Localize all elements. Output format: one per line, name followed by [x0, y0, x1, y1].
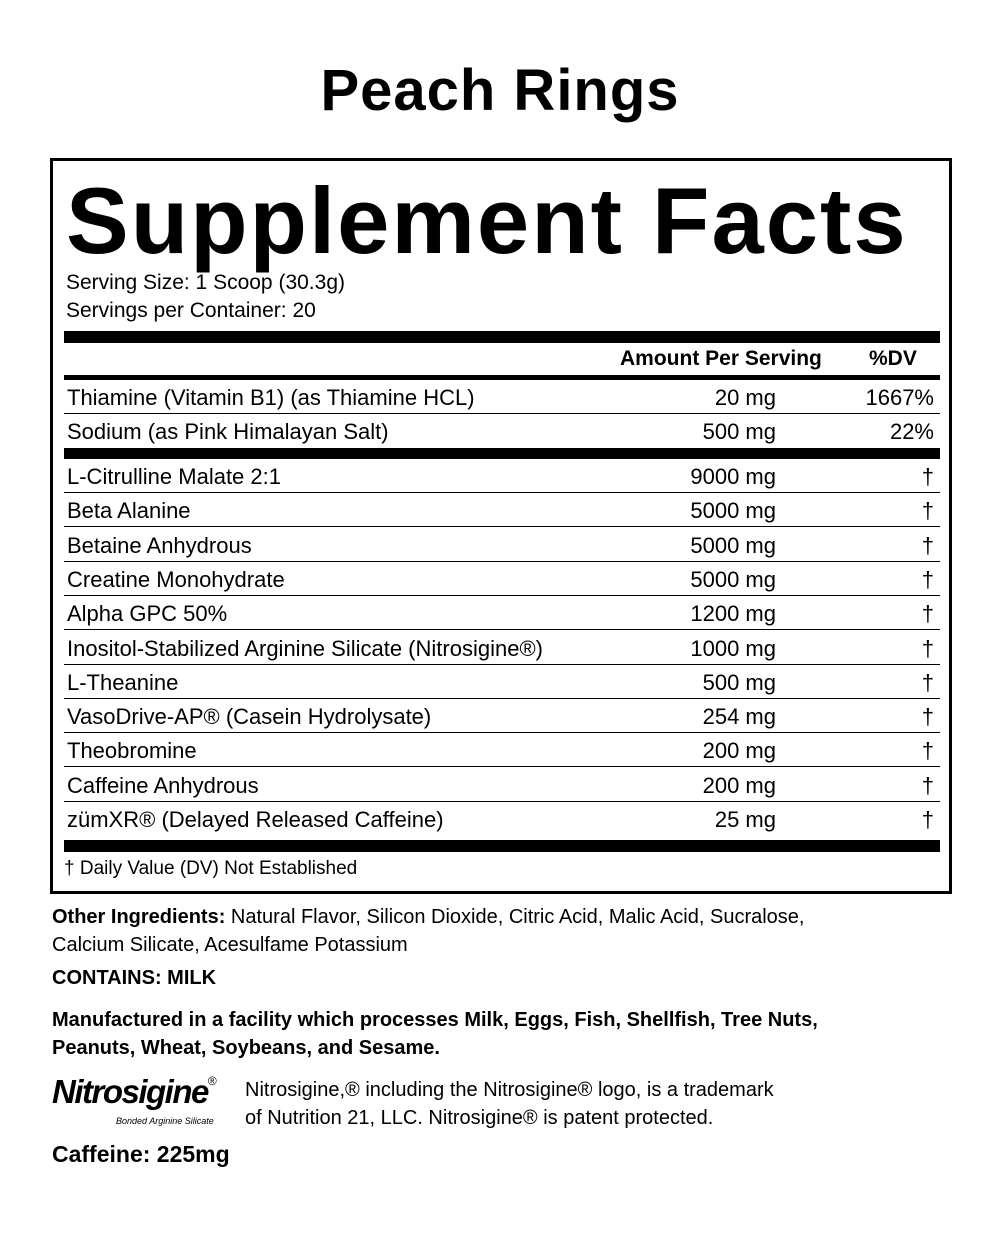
- ingredient-row: [64, 768, 940, 802]
- nitrosigine-logo: [52, 1074, 232, 1134]
- ingredient-amount: 25 mg: [714, 807, 776, 832]
- ingredient-dv: 22%: [889, 419, 934, 445]
- other-ingredients-label: Other Ingredients:: [52, 906, 226, 928]
- ingredient-dv: †: [921, 807, 934, 832]
- ingredient-amount: 5000 mg: [690, 566, 776, 592]
- ingredient-row: [64, 699, 940, 733]
- logo-tagline: Bonded Arginine Silicate: [116, 1116, 214, 1126]
- serving-size: Serving Size: 1 Scoop (30.3g): [66, 271, 345, 294]
- ingredient-dv: †: [921, 498, 934, 524]
- dv-footnote: † Daily Value (DV) Not Established: [64, 858, 358, 879]
- other-ingredients-line2: Calcium Silicate, Acesulfame Potassium: [52, 934, 408, 956]
- ingredient-amount: 5000 mg: [690, 532, 776, 558]
- facility-statement-line1: Manufactured in a facility which processes Milk, Eggs, Fish, Shellfish, Tree Nuts,: [52, 1009, 818, 1031]
- ingredient-name: L-Citrulline Malate 2:1: [67, 464, 281, 489]
- vitamin-row: [64, 414, 940, 448]
- other-ingredients-line1: Natural Flavor, Silicon Dioxide, Citric Acid, Malic Acid, Sucralose,: [230, 906, 805, 928]
- servings-per-container: Servings per Container: 20: [66, 299, 316, 322]
- product-title: Peach Rings: [320, 58, 680, 123]
- caffeine-total: Caffeine: 225mg: [52, 1141, 230, 1167]
- ingredient-name: Caffeine Anhydrous: [67, 772, 259, 798]
- ingredient-amount: 1000 mg: [690, 635, 776, 661]
- ingredient-amount: 254 mg: [702, 704, 776, 730]
- ingredient-row: [64, 596, 940, 630]
- ingredient-dv: †: [921, 772, 934, 798]
- vitamin-row: [64, 380, 940, 414]
- ingredient-amount: 200 mg: [702, 772, 776, 798]
- ingredient-dv: †: [921, 635, 934, 661]
- ingredient-row: [64, 459, 940, 493]
- thick-rule-middle: [64, 448, 940, 459]
- ingredient-name: Alpha GPC 50%: [67, 601, 228, 627]
- ingredient-name: VasoDrive-AP® (Casein Hydrolysate): [67, 704, 432, 730]
- logo-reg-mark: ®: [207, 1074, 217, 1088]
- supplement-facts-panel: [50, 158, 952, 894]
- ingredient-amount: 1200 mg: [690, 601, 776, 627]
- ingredient-name: Inositol-Stabilized Arginine Silicate (Nitrosigine®): [67, 635, 543, 661]
- ingredient-dv: †: [921, 532, 934, 558]
- ingredient-row: [64, 802, 940, 836]
- allergen-contains: CONTAINS: MILK: [52, 967, 217, 989]
- ingredient-dv: †: [921, 566, 934, 592]
- dv-header: %DV: [869, 347, 917, 370]
- ingredient-name: Creatine Monohydrate: [67, 566, 285, 592]
- ingredient-amount: 200 mg: [702, 738, 776, 764]
- ingredient-dv: †: [921, 704, 934, 730]
- ingredient-row: [64, 562, 940, 596]
- thick-rule-bottom: [64, 840, 940, 852]
- ingredient-dv: †: [921, 464, 934, 489]
- ingredient-dv: †: [921, 669, 934, 695]
- facts-title: Supplement Facts: [66, 168, 908, 273]
- ingredient-amount: 9000 mg: [690, 464, 776, 489]
- ingredient-name: Betaine Anhydrous: [67, 532, 252, 558]
- trademark-line1: Nitrosigine,® including the Nitrosigine® logo, is a trademark: [245, 1079, 774, 1101]
- ingredient-dv: †: [921, 738, 934, 764]
- ingredient-amount: 5000 mg: [690, 498, 776, 524]
- ingredient-row: [64, 665, 940, 699]
- ingredient-name: Beta Alanine: [67, 498, 191, 524]
- other-ingredients: [52, 903, 804, 931]
- ingredient-dv: †: [921, 601, 934, 627]
- ingredient-amount: 500 mg: [702, 419, 776, 445]
- facility-statement-line2: Peanuts, Wheat, Soybeans, and Sesame.: [52, 1037, 440, 1059]
- ingredient-dv: 1667%: [865, 385, 934, 410]
- ingredient-name: L-Theanine: [67, 669, 179, 695]
- ingredient-name: zümXR® (Delayed Released Caffeine): [67, 807, 444, 832]
- ingredient-amount: 20 mg: [714, 385, 776, 410]
- ingredient-row: [64, 733, 940, 767]
- ingredient-row: [64, 493, 940, 527]
- ingredient-name: Thiamine (Vitamin B1) (as Thiamine HCL): [67, 385, 475, 410]
- trademark-line2: of Nutrition 21, LLC. Nitrosigine® is patent protected.: [245, 1107, 714, 1129]
- ingredient-row: [64, 631, 940, 665]
- ingredient-name: Theobromine: [67, 738, 197, 764]
- ingredient-name: Sodium (as Pink Himalayan Salt): [67, 419, 389, 445]
- thick-rule-top: [64, 331, 940, 343]
- amount-per-serving-header: Amount Per Serving: [620, 347, 822, 370]
- ingredient-amount: 500 mg: [702, 669, 776, 695]
- ingredient-row: [64, 528, 940, 562]
- logo-wordmark: Nitrosigine: [52, 1073, 208, 1110]
